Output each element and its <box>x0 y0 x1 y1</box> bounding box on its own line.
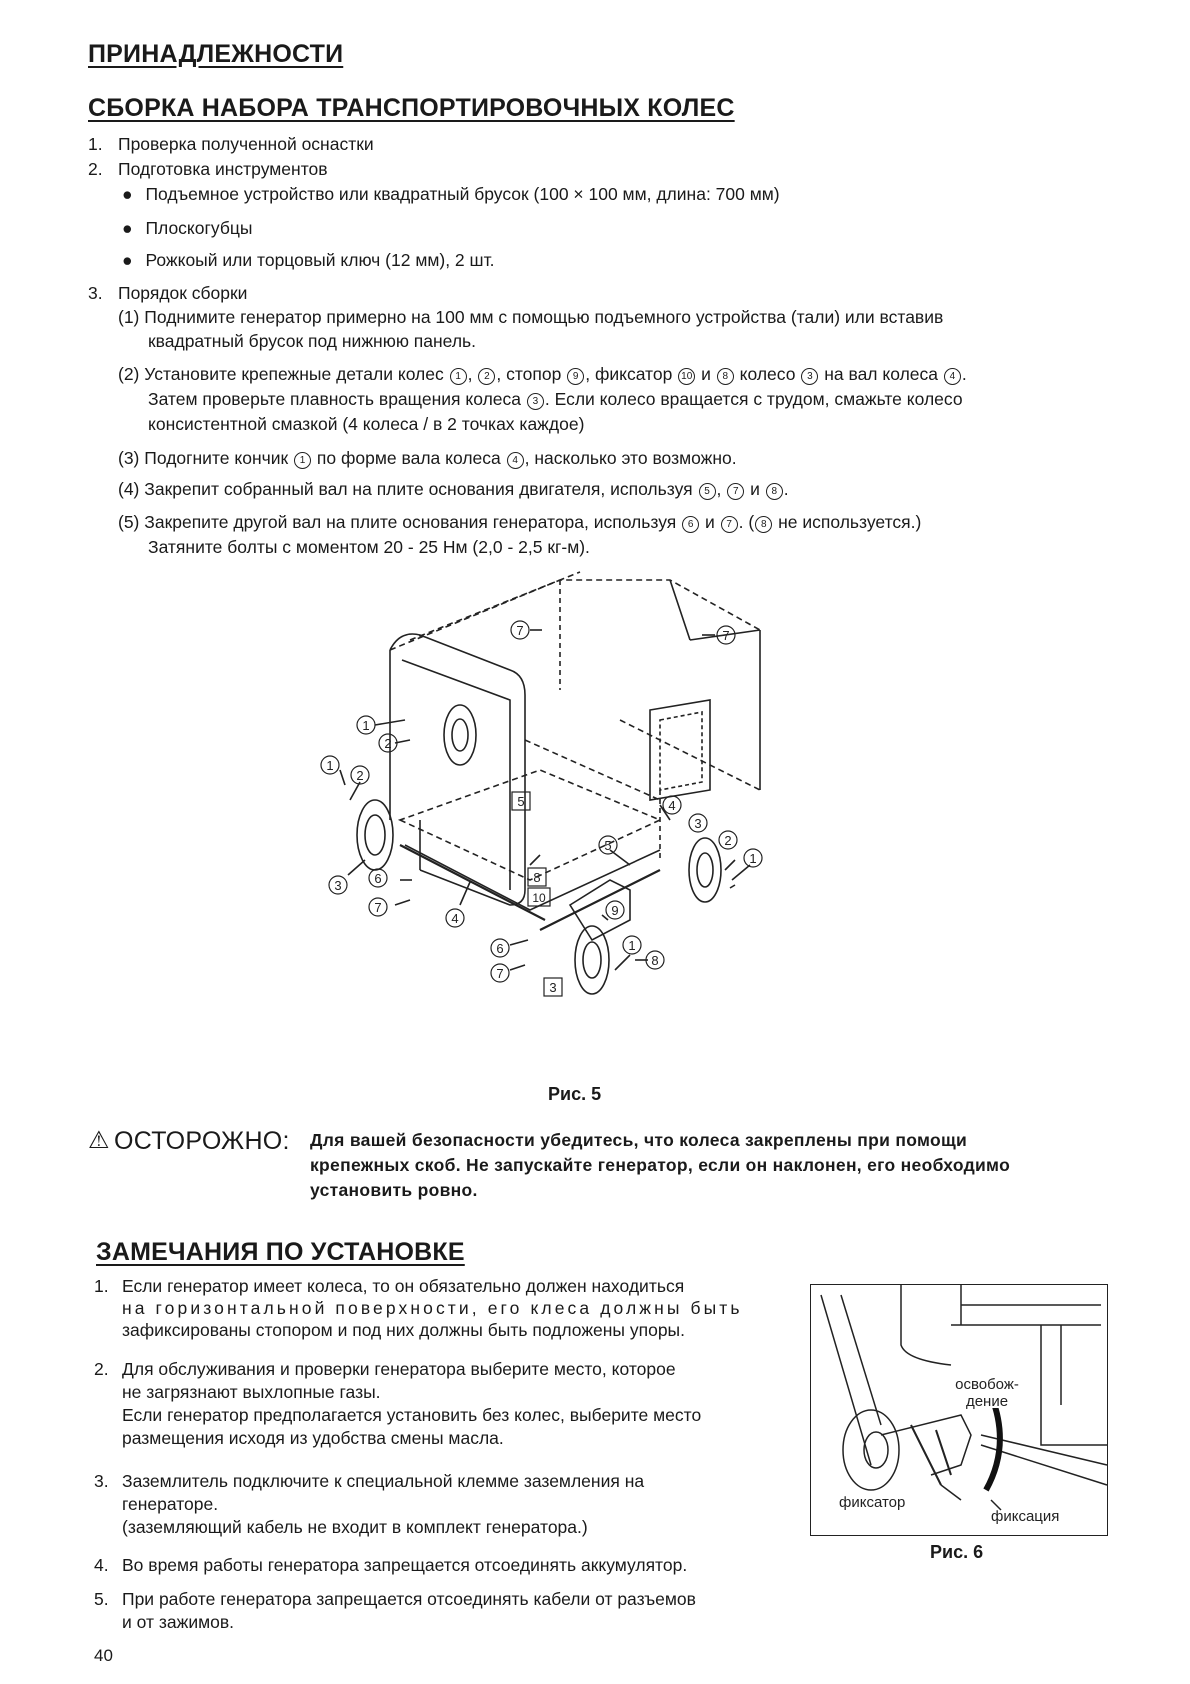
circled-number: 7 <box>727 483 744 500</box>
callout-3-left <box>329 876 347 894</box>
release-label-2: дение <box>965 1393 1009 1410</box>
item-number: 1. <box>88 134 103 154</box>
svg-text:7: 7 <box>722 628 730 643</box>
circled-number: 3 <box>801 368 818 385</box>
svg-text:1: 1 <box>628 938 636 953</box>
step-2: (2) Установите крепежные детали колес 1 , 2 , стопор 9 , фиксатор 10 и 8 колесо 3 на вал колеса 4 . <box>118 364 967 384</box>
bullet-icon: ● <box>122 218 133 238</box>
bullet-text: Рожкоый или торцовый ключ (12 мм), 2 шт. <box>145 250 495 270</box>
step-number: (4) <box>118 479 140 499</box>
circled-number: 5 <box>699 483 716 500</box>
circled-number: 4 <box>507 452 524 469</box>
callout-5-mid <box>599 836 617 854</box>
item-text: Порядок сборки <box>118 283 248 303</box>
svg-text:7: 7 <box>496 966 504 981</box>
callout-9 <box>606 901 624 919</box>
callout-8-right <box>646 951 664 969</box>
list-item: 3. Заземлитель подключите к специальной клемме заземления на генераторе. (заземляющий кабель не входит в комплект генератора.) <box>94 1471 645 1537</box>
figure-5-wheel-kit-drawing <box>326 560 830 1080</box>
circled-number: 8 <box>755 516 772 533</box>
circled-number: 2 <box>478 368 495 385</box>
circled-number: 6 <box>682 516 699 533</box>
assembly-heading: СБОРКА НАБОРА ТРАНСПОРТИРОВОЧНЫХ КОЛЕС <box>88 94 735 122</box>
svg-text:3: 3 <box>334 878 342 893</box>
svg-text:2: 2 <box>356 768 364 783</box>
list-item: 4. Во время работы генератора запрещается отсоединять аккумулятор. <box>94 1555 688 1575</box>
callout-1 <box>357 716 375 734</box>
circled-number: 3 <box>527 393 544 410</box>
list-item: 2. Для обслуживания и проверки генератора выберите место, которое не загрязнают выхлопные газы. Если генератор предполагается установить без колес, выберите место размещения исходя из удобства смены масла. <box>94 1359 702 1448</box>
callout-6-bottom <box>491 939 509 957</box>
step-5: (5) Закрепите другой вал на плите основания генератора, используя 6 и 7 . ( 8 не используется.) <box>118 512 922 532</box>
list-item: 1. Если генератор имеет колеса, то он обязательно должен находиться на горизонтальной поверхности, его клеса должны быть зафиксированы стопором и под них должны быть подложены упоры. <box>94 1276 743 1340</box>
svg-text:9: 9 <box>611 903 619 918</box>
step-number: (2) <box>118 364 140 384</box>
callout-6-left <box>369 869 387 887</box>
callout-5 <box>512 792 530 810</box>
step-1 <box>118 306 943 328</box>
step-number: (5) <box>118 512 140 532</box>
callout-2 <box>379 734 397 752</box>
bullet-item <box>122 249 495 271</box>
svg-text:7: 7 <box>516 623 524 638</box>
svg-text:3: 3 <box>694 816 702 831</box>
callout-1-bottom <box>623 936 641 954</box>
svg-text:1: 1 <box>326 758 334 773</box>
circled-number: 8 <box>717 368 734 385</box>
list-item: 5. При работе генератора запрещается отсоединять кабели от разъемов и от зажимов. <box>94 1589 696 1632</box>
step-text: Затяните болты с моментом 20 - 25 Нм (2,0 - 2,5 кг-м). <box>148 537 590 557</box>
callout-7-bottom <box>491 964 509 982</box>
installation-heading: ЗАМЕЧАНИЯ ПО УСТАНОВКЕ <box>96 1238 465 1266</box>
callout-4-bottom <box>446 909 464 927</box>
lock-label: фиксатор <box>839 1494 906 1511</box>
item-text: Проверка полученной оснастки <box>118 134 374 154</box>
svg-text:2: 2 <box>384 736 392 751</box>
svg-text:2: 2 <box>724 833 732 848</box>
page-title: ПРИНАДЛЕЖНОСТИ <box>88 40 344 68</box>
step-4: (4) Закрепит собранный вал на плите основания двигателя, используя 5 , 7 и 8 . <box>118 479 789 499</box>
step-text: Поднимите генератор примерно на 100 мм с помощью подъемного устройства (тали) или вставив <box>144 307 944 327</box>
step-number: (1) <box>118 307 140 327</box>
callout-1-left <box>321 756 339 774</box>
step-text: Затем проверьте плавность вращения колеса 3 . Если колесо вращается с трудом, смажьте колесо <box>148 389 963 409</box>
figure-6-stopper-drawing <box>811 1285 1107 1535</box>
callout-2-left <box>351 766 369 784</box>
callout-3-bottom <box>544 978 562 996</box>
svg-text:6: 6 <box>496 941 504 956</box>
svg-text:8: 8 <box>651 953 659 968</box>
circled-number: 9 <box>567 368 584 385</box>
svg-text:6: 6 <box>374 871 382 886</box>
bullet-text: Подъемное устройство или квадратный брусок (100 × 100 мм, длина: 700 мм) <box>145 184 780 204</box>
callout-8-mid <box>528 868 546 886</box>
bullet-icon: ● <box>122 250 133 270</box>
circled-number: 10 <box>678 368 695 385</box>
item-text: Подготовка инструментов <box>118 159 328 179</box>
callout-10 <box>528 888 550 906</box>
svg-text:7: 7 <box>374 900 382 915</box>
bullet-icon: ● <box>122 184 133 204</box>
step-text: консистентной смазкой (4 колеса / в 2 точках каждое) <box>148 414 585 434</box>
step-number: (3) <box>118 448 140 468</box>
page-number: 40 <box>94 1646 113 1665</box>
fix-label: фиксация <box>991 1508 1060 1525</box>
callout-7-left <box>369 898 387 916</box>
item-number: 3. <box>88 283 103 303</box>
warning-triangle-icon: ⚠ <box>88 1127 110 1154</box>
callout-2-right <box>719 831 737 849</box>
bullet-item <box>122 217 252 239</box>
warning-label: ⚠ ОСТОРОЖНО: <box>88 1127 290 1155</box>
release-label: освобож- <box>955 1376 1019 1393</box>
circled-number: 8 <box>766 483 783 500</box>
callout-4-right <box>663 796 681 814</box>
svg-text:4: 4 <box>668 798 676 813</box>
bullet-text: Плоскогубцы <box>145 218 253 238</box>
callout-7-top-left <box>511 621 529 639</box>
figure-6-frame <box>810 1284 1108 1536</box>
svg-text:5: 5 <box>604 838 612 853</box>
list-item <box>88 282 248 304</box>
list-item <box>88 133 374 155</box>
step-3: (3) Подогните кончик 1 по форме вала колеса 4 , насколько это возможно. <box>118 448 737 468</box>
svg-text:10: 10 <box>532 891 546 905</box>
callout-3-right <box>689 814 707 832</box>
svg-text:1: 1 <box>362 718 370 733</box>
svg-text:5: 5 <box>517 794 525 809</box>
list-item <box>88 158 328 180</box>
item-number: 2. <box>88 159 103 179</box>
svg-text:3: 3 <box>549 980 557 995</box>
circled-number: 1 <box>294 452 311 469</box>
figure-6-caption: Рис. 6 <box>930 1542 984 1562</box>
figure-5-caption: Рис. 5 <box>548 1084 602 1104</box>
warning-text: Для вашей безопасности убедитесь, что колеса закреплены при помощи крепежных скоб. Не запускайте генератор, если он наклонен, его необходимо установить ровно. <box>310 1130 1011 1200</box>
circled-number: 1 <box>450 368 467 385</box>
circled-number: 4 <box>944 368 961 385</box>
bullet-item <box>122 183 780 205</box>
svg-text:4: 4 <box>451 911 459 926</box>
callout-1-right <box>744 849 762 867</box>
step-text: квадратный брусок под нижнюю панель. <box>148 331 477 351</box>
svg-text:1: 1 <box>749 851 757 866</box>
circled-number: 7 <box>721 516 738 533</box>
svg-text:8: 8 <box>533 870 541 885</box>
